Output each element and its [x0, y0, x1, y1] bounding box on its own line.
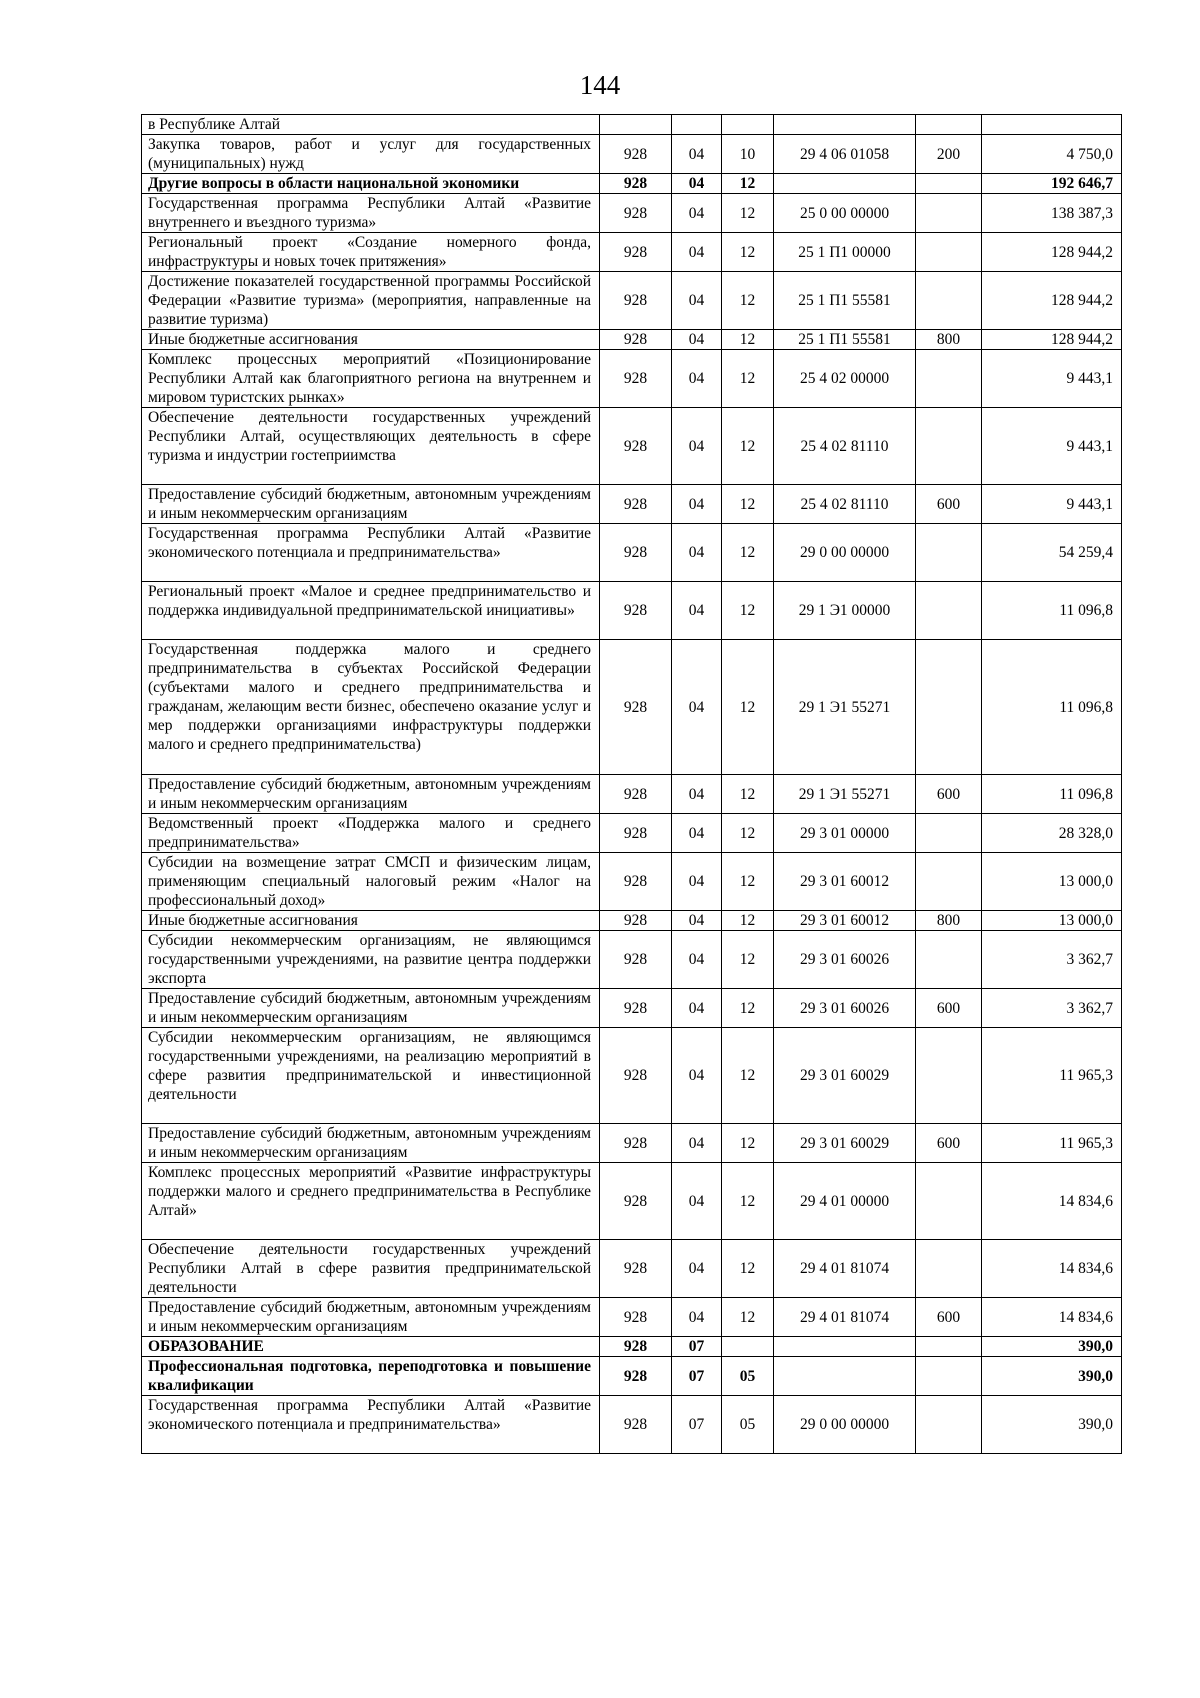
- table-row: [142, 1337, 1122, 1357]
- row-target-article: 29 0 00 00000: [774, 524, 916, 582]
- row-subsection: 10: [722, 135, 774, 174]
- row-subsection: 12: [722, 775, 774, 814]
- row-name: Обеспечение деятельности государственных учреждений Республики Алтай, осуществляющих деятельность в сфере туризма и индустрии гостеприимства: [142, 408, 600, 485]
- row-section: 04: [672, 582, 722, 640]
- row-admin-code: 928: [600, 989, 672, 1028]
- row-section: 04: [672, 775, 722, 814]
- table-row: [142, 814, 1122, 853]
- row-admin-code: 928: [600, 524, 672, 582]
- row-expense-type: [916, 272, 982, 330]
- row-name: Субсидии некоммерческим организациям, не являющимся государственными учреждениями, на реализацию мероприятий в сфере развития предпринимательской и инвестиционной деятельности: [142, 1028, 600, 1124]
- row-expense-type: [916, 582, 982, 640]
- row-section: 04: [672, 853, 722, 911]
- row-expense-type: [916, 931, 982, 989]
- table-row: [142, 524, 1122, 582]
- row-target-article: 29 3 01 60029: [774, 1124, 916, 1163]
- table-row: [142, 1124, 1122, 1163]
- row-amount: [982, 115, 1122, 135]
- row-amount: 128 944,2: [982, 233, 1122, 272]
- row-subsection: 12: [722, 931, 774, 989]
- row-amount: 192 646,7: [982, 174, 1122, 194]
- row-amount: 3 362,7: [982, 931, 1122, 989]
- budget-table: [141, 114, 1122, 1454]
- row-target-article: 29 1 Э1 55271: [774, 640, 916, 775]
- table-row: [142, 174, 1122, 194]
- row-expense-type: [916, 1337, 982, 1357]
- row-name: Государственная программа Республики Алтай «Развитие внутреннего и въездного туризма»: [142, 194, 600, 233]
- row-admin-code: 928: [600, 408, 672, 485]
- row-amount: 11 965,3: [982, 1124, 1122, 1163]
- row-amount: 390,0: [982, 1337, 1122, 1357]
- row-amount: 11 096,8: [982, 775, 1122, 814]
- row-section: 07: [672, 1357, 722, 1396]
- row-target-article: 29 4 01 81074: [774, 1240, 916, 1298]
- row-section: 04: [672, 272, 722, 330]
- row-target-article: 25 1 П1 55581: [774, 330, 916, 350]
- row-admin-code: 928: [600, 272, 672, 330]
- row-expense-type: 800: [916, 911, 982, 931]
- row-admin-code: 928: [600, 1240, 672, 1298]
- table-row: [142, 582, 1122, 640]
- table-row: [142, 1357, 1122, 1396]
- row-amount: 138 387,3: [982, 194, 1122, 233]
- row-section: 04: [672, 350, 722, 408]
- row-amount: 3 362,7: [982, 989, 1122, 1028]
- table-row: [142, 272, 1122, 330]
- row-subsection: [722, 1337, 774, 1357]
- row-subsection: 12: [722, 1163, 774, 1240]
- row-name: Комплекс процессных мероприятий «Позиционирование Республики Алтай как благоприятного региона на внутреннем и мировом туристских рынках»: [142, 350, 600, 408]
- row-expense-type: [916, 1240, 982, 1298]
- table-row: [142, 1028, 1122, 1124]
- row-name: Субсидии на возмещение затрат СМСП и физическим лицам, применяющим специальный налоговый режим «Налог на профессиональный доход»: [142, 853, 600, 911]
- row-amount: 11 096,8: [982, 582, 1122, 640]
- table-row: [142, 989, 1122, 1028]
- row-name: Государственная программа Республики Алтай «Развитие экономического потенциала и предпринимательства»: [142, 1396, 600, 1454]
- row-target-article: 29 3 01 60029: [774, 1028, 916, 1124]
- row-expense-type: [916, 350, 982, 408]
- row-section: 04: [672, 408, 722, 485]
- row-target-article: 29 3 01 60012: [774, 853, 916, 911]
- row-target-article: 25 1 П1 00000: [774, 233, 916, 272]
- row-amount: 4 750,0: [982, 135, 1122, 174]
- row-subsection: 12: [722, 989, 774, 1028]
- row-target-article: [774, 1337, 916, 1357]
- row-subsection: 12: [722, 330, 774, 350]
- row-admin-code: 928: [600, 1298, 672, 1337]
- row-target-article: 29 3 01 60026: [774, 931, 916, 989]
- row-expense-type: [916, 194, 982, 233]
- row-section: 04: [672, 1163, 722, 1240]
- row-amount: 390,0: [982, 1396, 1122, 1454]
- row-subsection: 12: [722, 1124, 774, 1163]
- row-subsection: 12: [722, 853, 774, 911]
- row-target-article: 29 4 06 01058: [774, 135, 916, 174]
- row-amount: 13 000,0: [982, 853, 1122, 911]
- row-name: Предоставление субсидий бюджетным, автономным учреждениям и иным некоммерческим организациям: [142, 989, 600, 1028]
- row-name: Государственная программа Республики Алтай «Развитие экономического потенциала и предпринимательства»: [142, 524, 600, 582]
- row-amount: 14 834,6: [982, 1240, 1122, 1298]
- row-subsection: 12: [722, 272, 774, 330]
- row-section: 04: [672, 640, 722, 775]
- row-amount: 128 944,2: [982, 272, 1122, 330]
- row-name: Предоставление субсидий бюджетным, автономным учреждениям и иным некоммерческим организациям: [142, 485, 600, 524]
- row-admin-code: 928: [600, 1357, 672, 1396]
- row-expense-type: [916, 174, 982, 194]
- row-admin-code: 928: [600, 640, 672, 775]
- row-target-article: 29 3 01 00000: [774, 814, 916, 853]
- row-section: 04: [672, 814, 722, 853]
- row-section: 04: [672, 911, 722, 931]
- row-admin-code: 928: [600, 1124, 672, 1163]
- row-expense-type: [916, 814, 982, 853]
- row-name: Достижение показателей государственной программы Российской Федерации «Развитие туризма» (мероприятия, направленные на развитие туризма): [142, 272, 600, 330]
- row-target-article: 25 4 02 81110: [774, 485, 916, 524]
- row-name: в Республике Алтай: [142, 115, 600, 135]
- page-number: 144: [579, 70, 621, 100]
- row-name: Комплекс процессных мероприятий «Развитие инфраструктуры поддержки малого и среднего предпринимательства в Республике Алтай»: [142, 1163, 600, 1240]
- row-expense-type: [916, 853, 982, 911]
- row-admin-code: 928: [600, 1028, 672, 1124]
- row-target-article: 25 1 П1 55581: [774, 272, 916, 330]
- row-section: [672, 115, 722, 135]
- row-admin-code: 928: [600, 1337, 672, 1357]
- row-subsection: 12: [722, 233, 774, 272]
- row-name: Предоставление субсидий бюджетным, автономным учреждениям и иным некоммерческим организациям: [142, 1298, 600, 1337]
- row-amount: 9 443,1: [982, 350, 1122, 408]
- row-expense-type: 600: [916, 775, 982, 814]
- row-subsection: 12: [722, 1298, 774, 1337]
- row-name: Закупка товаров, работ и услуг для государственных (муниципальных) нужд: [142, 135, 600, 174]
- row-admin-code: 928: [600, 931, 672, 989]
- row-section: 04: [672, 989, 722, 1028]
- row-target-article: 29 3 01 60012: [774, 911, 916, 931]
- row-section: 04: [672, 194, 722, 233]
- row-section: 07: [672, 1396, 722, 1454]
- row-admin-code: [600, 115, 672, 135]
- row-name: Обеспечение деятельности государственных учреждений Республики Алтай в сфере развития предпринимательской деятельности: [142, 1240, 600, 1298]
- row-amount: 390,0: [982, 1357, 1122, 1396]
- row-section: 04: [672, 524, 722, 582]
- row-name: Региональный проект «Создание номерного фонда, инфраструктуры и новых точек притяжения»: [142, 233, 600, 272]
- row-expense-type: [916, 408, 982, 485]
- row-subsection: 12: [722, 524, 774, 582]
- row-expense-type: [916, 1357, 982, 1396]
- row-name: Субсидии некоммерческим организациям, не являющимся государственными учреждениями, на развитие центра поддержки экспорта: [142, 931, 600, 989]
- row-admin-code: 928: [600, 775, 672, 814]
- row-amount: 14 834,6: [982, 1163, 1122, 1240]
- row-expense-type: 600: [916, 485, 982, 524]
- row-expense-type: 600: [916, 1124, 982, 1163]
- row-subsection: 12: [722, 1240, 774, 1298]
- row-target-article: 29 0 00 00000: [774, 1396, 916, 1454]
- row-section: 04: [672, 1124, 722, 1163]
- table-row: [142, 233, 1122, 272]
- row-expense-type: [916, 1163, 982, 1240]
- row-amount: 28 328,0: [982, 814, 1122, 853]
- row-expense-type: 200: [916, 135, 982, 174]
- row-subsection: 12: [722, 911, 774, 931]
- row-target-article: [774, 1357, 916, 1396]
- table-row: [142, 640, 1122, 775]
- table-row: [142, 115, 1122, 135]
- row-subsection: 12: [722, 408, 774, 485]
- row-expense-type: 600: [916, 1298, 982, 1337]
- table-row: [142, 1163, 1122, 1240]
- row-name: Государственная поддержка малого и среднего предпринимательства в субъектах Российской Федерации (субъектами малого и среднего предпринимательства и гражданам, желающим вести бизнес, обеспечено оказание услуг и мер поддержки организациями инфраструктуры поддержки малого и среднего предпринимательства): [142, 640, 600, 775]
- row-expense-type: 600: [916, 989, 982, 1028]
- row-amount: 128 944,2: [982, 330, 1122, 350]
- table-row: [142, 853, 1122, 911]
- table-row: [142, 194, 1122, 233]
- row-target-article: 29 4 01 00000: [774, 1163, 916, 1240]
- row-section: 04: [672, 174, 722, 194]
- table-row: [142, 350, 1122, 408]
- row-target-article: [774, 115, 916, 135]
- row-expense-type: [916, 524, 982, 582]
- row-expense-type: [916, 640, 982, 775]
- row-name: Предоставление субсидий бюджетным, автономным учреждениям и иным некоммерческим организациям: [142, 1124, 600, 1163]
- table-row: [142, 911, 1122, 931]
- row-target-article: 29 1 Э1 00000: [774, 582, 916, 640]
- row-admin-code: 928: [600, 853, 672, 911]
- row-amount: 11 965,3: [982, 1028, 1122, 1124]
- row-target-article: 25 4 02 81110: [774, 408, 916, 485]
- row-name: ОБРАЗОВАНИЕ: [142, 1337, 600, 1357]
- row-expense-type: [916, 115, 982, 135]
- row-admin-code: 928: [600, 330, 672, 350]
- row-section: 04: [672, 1028, 722, 1124]
- row-subsection: 12: [722, 582, 774, 640]
- row-subsection: [722, 115, 774, 135]
- row-subsection: 12: [722, 350, 774, 408]
- row-target-article: 29 1 Э1 55271: [774, 775, 916, 814]
- row-section: 04: [672, 1240, 722, 1298]
- row-name: Предоставление субсидий бюджетным, автономным учреждениям и иным некоммерческим организациям: [142, 775, 600, 814]
- row-admin-code: 928: [600, 814, 672, 853]
- row-subsection: 12: [722, 640, 774, 775]
- row-admin-code: 928: [600, 194, 672, 233]
- row-admin-code: 928: [600, 1396, 672, 1454]
- row-expense-type: [916, 233, 982, 272]
- row-admin-code: 928: [600, 233, 672, 272]
- table-row: [142, 1240, 1122, 1298]
- row-admin-code: 928: [600, 174, 672, 194]
- row-amount: 11 096,8: [982, 640, 1122, 775]
- row-subsection: 12: [722, 814, 774, 853]
- row-expense-type: [916, 1396, 982, 1454]
- row-admin-code: 928: [600, 1163, 672, 1240]
- row-subsection: 12: [722, 174, 774, 194]
- row-section: 07: [672, 1337, 722, 1357]
- row-section: 04: [672, 135, 722, 174]
- table-row: [142, 408, 1122, 485]
- row-amount: 54 259,4: [982, 524, 1122, 582]
- row-section: 04: [672, 485, 722, 524]
- row-subsection: 12: [722, 485, 774, 524]
- row-target-article: [774, 174, 916, 194]
- row-amount: 9 443,1: [982, 408, 1122, 485]
- row-section: 04: [672, 330, 722, 350]
- row-admin-code: 928: [600, 582, 672, 640]
- row-section: 04: [672, 1298, 722, 1337]
- row-amount: 13 000,0: [982, 911, 1122, 931]
- table-row: [142, 1396, 1122, 1454]
- row-amount: 14 834,6: [982, 1298, 1122, 1337]
- row-amount: 9 443,1: [982, 485, 1122, 524]
- row-section: 04: [672, 931, 722, 989]
- row-name: Ведомственный проект «Поддержка малого и среднего предпринимательства»: [142, 814, 600, 853]
- table-row: [142, 330, 1122, 350]
- row-subsection: 05: [722, 1357, 774, 1396]
- row-name: Региональный проект «Малое и среднее предпринимательство и поддержка индивидуальной предпринимательской инициативы»: [142, 582, 600, 640]
- row-target-article: 29 4 01 81074: [774, 1298, 916, 1337]
- row-admin-code: 928: [600, 911, 672, 931]
- row-admin-code: 928: [600, 485, 672, 524]
- row-subsection: 12: [722, 1028, 774, 1124]
- table-row: [142, 775, 1122, 814]
- row-expense-type: 800: [916, 330, 982, 350]
- row-name: Иные бюджетные ассигнования: [142, 911, 600, 931]
- row-name: Профессиональная подготовка, переподготовка и повышение квалификации: [142, 1357, 600, 1396]
- row-name: Иные бюджетные ассигнования: [142, 330, 600, 350]
- row-expense-type: [916, 1028, 982, 1124]
- row-target-article: 29 3 01 60026: [774, 989, 916, 1028]
- table-row: [142, 1298, 1122, 1337]
- row-admin-code: 928: [600, 350, 672, 408]
- table-row: [142, 135, 1122, 174]
- row-name: Другие вопросы в области национальной экономики: [142, 174, 600, 194]
- row-target-article: 25 4 02 00000: [774, 350, 916, 408]
- row-admin-code: 928: [600, 135, 672, 174]
- table-row: [142, 485, 1122, 524]
- row-target-article: 25 0 00 00000: [774, 194, 916, 233]
- row-section: 04: [672, 233, 722, 272]
- table-row: [142, 931, 1122, 989]
- row-subsection: 12: [722, 194, 774, 233]
- row-subsection: 05: [722, 1396, 774, 1454]
